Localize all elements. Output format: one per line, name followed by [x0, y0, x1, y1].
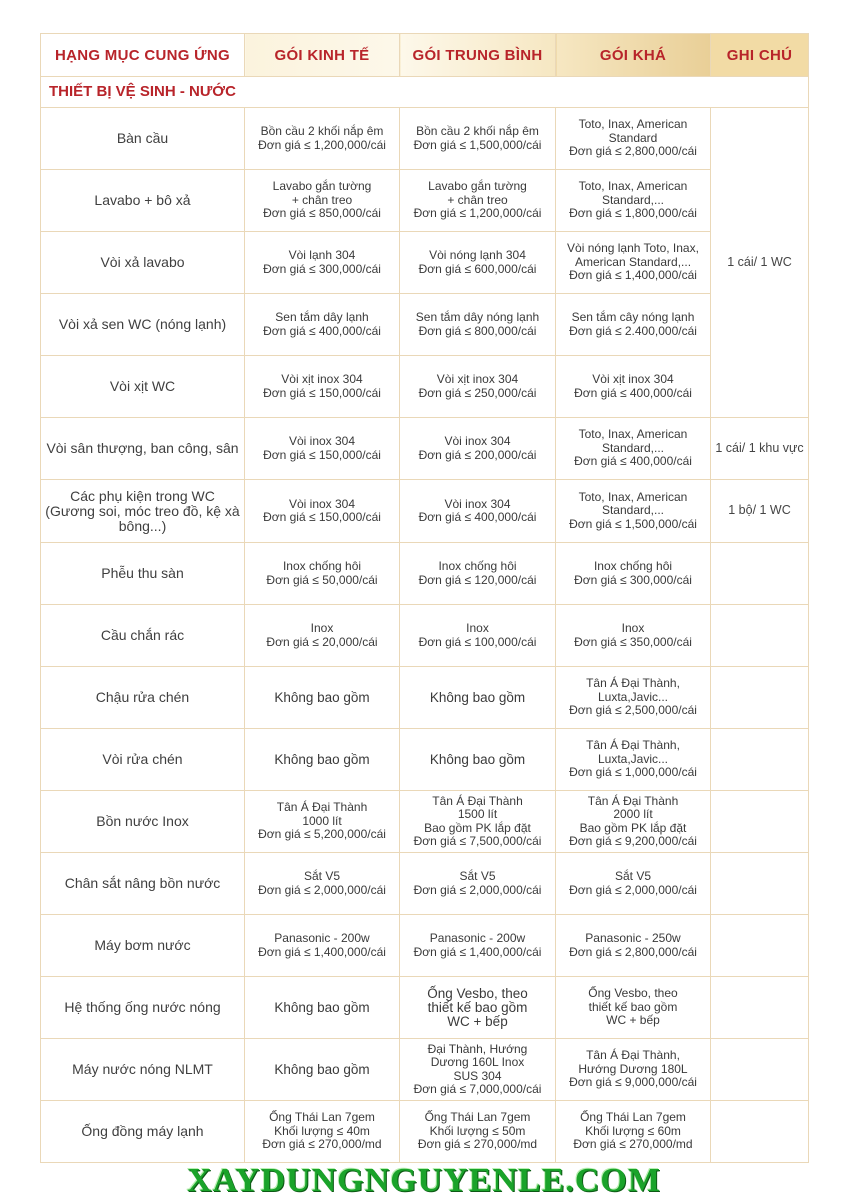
- spec-line: Toto, Inax, American: [578, 117, 688, 132]
- header-standard: GÓI TRUNG BÌNH: [400, 34, 556, 77]
- section-title: THIẾT BỊ VỆ SINH - NƯỚC: [41, 77, 809, 108]
- spec-line: Đại Thành, Hướng: [427, 1041, 528, 1056]
- section-row: [41, 77, 809, 108]
- premium-cell: [556, 543, 711, 605]
- spec-line: Khối lượng ≤ 50m: [429, 1123, 526, 1138]
- unit-price: Đơn giá ≤ 200,000/cái: [418, 447, 537, 462]
- economy-cell: [245, 1101, 400, 1163]
- spec-line: Vòi xịt inox 304: [436, 372, 519, 386]
- spec-line: Tân Á Đại Thành,: [586, 1048, 680, 1063]
- economy-cell: [245, 356, 400, 418]
- item-name: Ống đồng máy lạnh: [41, 1101, 245, 1163]
- unit-price: Đơn giá ≤ 1,000,000/cái: [569, 765, 697, 780]
- spec-line: Không bao gồm: [429, 751, 526, 767]
- spec-line: Không bao gồm: [429, 689, 526, 705]
- spec-line: Vòi xịt inox 304: [281, 372, 363, 386]
- economy-cell: [245, 791, 400, 853]
- unit-price: Đơn giá ≤ 150,000/cái: [263, 447, 381, 462]
- unit-price: Đơn giá ≤ 270,000/md: [417, 1137, 538, 1152]
- item-name: Máy nước nóng NLMT: [41, 1039, 245, 1101]
- standard-cell: [400, 605, 556, 667]
- unit-price: Đơn giá ≤ 400,000/cái: [574, 385, 692, 400]
- note-cell: 1 bộ/ 1 WC: [711, 480, 809, 543]
- economy-cell: [245, 543, 400, 605]
- economy-cell: [245, 977, 400, 1039]
- item-name: Cầu chắn rác: [41, 605, 245, 667]
- spec-line: Standard,...: [601, 503, 665, 518]
- standard-cell: [400, 1101, 556, 1163]
- item-name: Lavabo + bô xả: [41, 170, 245, 232]
- unit-price: Đơn giá ≤ 300,000/cái: [263, 261, 381, 276]
- spec-line: Không bao gồm: [274, 999, 370, 1015]
- spec-line: Ống Vesbo, theo: [588, 986, 678, 1001]
- note-cell-empty: [711, 605, 809, 667]
- standard-cell: [400, 170, 556, 232]
- item-name: Hệ thống ống nước nóng: [41, 977, 245, 1039]
- spec-line: thiết kế bao gồm: [427, 999, 528, 1015]
- spec-line: Inox chống hôi: [282, 559, 362, 573]
- unit-price: Đơn giá ≤ 400,000/cái: [418, 510, 537, 524]
- spec-line: Standard,...: [601, 440, 665, 455]
- item-name: Máy bơm nước: [41, 915, 245, 977]
- table-row: [41, 977, 809, 1039]
- table-row: [41, 667, 809, 729]
- unit-price: Đơn giá ≤ 100,000/cái: [418, 634, 537, 649]
- unit-price: Đơn giá ≤ 1,200,000/cái: [413, 206, 542, 221]
- economy-cell: [245, 1039, 400, 1101]
- note-cell-empty: [711, 977, 809, 1039]
- spec-line: WC + bếp: [447, 1013, 508, 1029]
- spec-line: Ống Thái Lan 7gem: [580, 1110, 686, 1125]
- unit-price: Đơn giá ≤ 7,500,000/cái: [413, 834, 542, 848]
- standard-cell: [400, 853, 556, 915]
- economy-cell: [245, 418, 400, 480]
- table-row: [41, 480, 809, 543]
- item-name: Vòi rửa chén: [41, 729, 245, 791]
- premium-cell: [556, 418, 711, 480]
- spec-line: SUS 304: [453, 1068, 502, 1083]
- item-name: Phễu thu sàn: [41, 543, 245, 605]
- table-row: [41, 356, 809, 418]
- item-name: Vòi xịt WC: [41, 356, 245, 418]
- standard-cell: [400, 977, 556, 1039]
- spec-line: Inox chống hôi: [438, 559, 517, 573]
- standard-cell: [400, 480, 556, 543]
- note-cell-empty: [711, 729, 809, 791]
- unit-price: Đơn giá ≤ 1,500,000/cái: [413, 137, 542, 152]
- unit-price: Đơn giá ≤ 2,500,000/cái: [569, 703, 697, 718]
- unit-price: Đơn giá ≤ 1,400,000/cái: [258, 944, 386, 959]
- table-row: [41, 853, 809, 915]
- spec-line: Sắt V5: [303, 869, 341, 883]
- economy-cell: [245, 170, 400, 232]
- spec-line: Ống Thái Lan 7gem: [424, 1110, 531, 1125]
- item-name: Vòi xả sen WC (nóng lạnh): [41, 294, 245, 356]
- unit-price: Đơn giá ≤ 50,000/cái: [266, 572, 378, 587]
- spec-line: Không bao gồm: [274, 751, 370, 767]
- spec-line: Luxta,Javic...: [597, 751, 669, 766]
- spec-line: Dương 160L Inox: [430, 1055, 525, 1069]
- note-cell-empty: [711, 1101, 809, 1163]
- standard-cell: [400, 543, 556, 605]
- spec-line: Bao gồm PK lắp đặt: [424, 820, 531, 835]
- premium-cell: [556, 605, 711, 667]
- unit-price: Đơn giá ≤ 850,000/cái: [263, 206, 381, 221]
- unit-price: Đơn giá ≤ 2,000,000/cái: [258, 882, 386, 897]
- note-cell-empty: [711, 667, 809, 729]
- premium-cell: [556, 480, 711, 543]
- spec-line: Vòi inox 304: [288, 434, 356, 448]
- spec-line: Panasonic - 250w: [585, 931, 681, 945]
- spec-line: 1000 lít: [302, 813, 342, 828]
- spec-line: Inox: [310, 621, 334, 635]
- spec-line: American Standard,...: [574, 254, 692, 269]
- spec-line: Vòi inox 304: [288, 496, 356, 511]
- standard-cell: [400, 667, 556, 729]
- header-economy: GÓI KINH TẾ: [245, 34, 400, 77]
- item-name: Bàn cầu: [41, 108, 245, 170]
- spec-line: Vòi inox 304: [444, 434, 511, 448]
- economy-cell: [245, 915, 400, 977]
- spec-line: Inox: [621, 621, 645, 635]
- spec-line: Khối lượng ≤ 40m: [274, 1123, 370, 1138]
- spec-line: Vòi lạnh 304: [288, 248, 356, 262]
- unit-price: Đơn giá ≤ 800,000/cái: [418, 323, 537, 338]
- premium-cell: [556, 294, 711, 356]
- unit-price: Đơn giá ≤ 5,200,000/cái: [258, 827, 386, 842]
- unit-price: Đơn giá ≤ 120,000/cái: [418, 572, 537, 587]
- unit-price: Đơn giá ≤ 2,000,000/cái: [569, 882, 697, 897]
- unit-price: Đơn giá ≤ 600,000/cái: [418, 261, 537, 276]
- premium-cell: [556, 915, 711, 977]
- spec-line: WC + bếp: [606, 1013, 660, 1028]
- unit-price: Đơn giá ≤ 250,000/cái: [418, 385, 537, 400]
- premium-cell: [556, 356, 711, 418]
- spec-line: Bao gồm PK lắp đặt: [579, 820, 687, 835]
- spec-line: thiết kế bao gồm: [588, 999, 678, 1014]
- spec-line: Vòi xịt inox 304: [592, 372, 674, 386]
- spec-line: Standard,...: [601, 192, 665, 207]
- premium-cell: [556, 1039, 711, 1101]
- spec-line: Không bao gồm: [274, 689, 370, 705]
- table-row: [41, 294, 809, 356]
- item-name: Vòi sân thượng, ban công, sân: [41, 418, 245, 480]
- spec-line: Bồn cầu 2 khối nắp êm: [416, 124, 539, 138]
- unit-price: Đơn giá ≤ 2,000,000/cái: [413, 882, 542, 897]
- unit-price: Đơn giá ≤ 350,000/cái: [574, 634, 692, 649]
- table-row: [41, 232, 809, 294]
- standard-cell: [400, 729, 556, 791]
- spec-line: + chân treo: [447, 192, 508, 207]
- spec-line: Tân Á Đại Thành,: [586, 738, 680, 753]
- unit-price: Đơn giá ≤ 2,800,000/cái: [569, 944, 697, 959]
- spec-line: 2000 lít: [613, 807, 653, 821]
- table-row: [41, 915, 809, 977]
- table-row: [41, 791, 809, 853]
- item-name: Vòi xả lavabo: [41, 232, 245, 294]
- unit-price: Đơn giá ≤ 2.400,000/cái: [569, 323, 697, 338]
- header-row: [41, 34, 809, 77]
- spec-line: Panasonic - 200w: [274, 931, 370, 945]
- economy-cell: [245, 480, 400, 543]
- spec-line: Sắt V5: [614, 869, 652, 883]
- price-table: [40, 33, 809, 1163]
- premium-cell: [556, 853, 711, 915]
- note-cell-empty: [711, 1039, 809, 1101]
- unit-price: Đơn giá ≤ 7,000,000/cái: [413, 1082, 542, 1096]
- spec-line: Vòi nóng lạnh Toto, Inax,: [567, 241, 699, 256]
- spec-line: Vòi nóng lạnh 304: [429, 248, 526, 262]
- spec-line: Ống Thái Lan 7gem: [269, 1110, 375, 1125]
- item-name: Các phụ kiện trong WC (Gương soi, móc treo đồ, kệ xà bông...): [41, 480, 245, 543]
- premium-cell: [556, 977, 711, 1039]
- unit-price: Đơn giá ≤ 270,000/md: [262, 1137, 382, 1152]
- unit-price: Đơn giá ≤ 150,000/cái: [263, 510, 381, 524]
- spec-line: Sắt V5: [459, 869, 496, 883]
- spec-line: Hướng Dương 180L: [578, 1061, 688, 1076]
- table-row: [41, 543, 809, 605]
- table-row: [41, 418, 809, 480]
- spec-line: Ống Vesbo, theo: [427, 985, 528, 1001]
- unit-price: Đơn giá ≤ 300,000/cái: [574, 572, 692, 587]
- premium-cell: [556, 791, 711, 853]
- spec-line: Toto, Inax, American: [578, 427, 688, 442]
- unit-price: Đơn giá ≤ 150,000/cái: [263, 385, 381, 400]
- spec-line: Toto, Inax, American: [578, 489, 688, 504]
- table-row: [41, 170, 809, 232]
- standard-cell: [400, 232, 556, 294]
- standard-cell: [400, 791, 556, 853]
- premium-cell: [556, 1101, 711, 1163]
- spec-line: Vòi inox 304: [444, 496, 511, 511]
- unit-price: Đơn giá ≤ 9,000,000/cái: [569, 1075, 697, 1090]
- note-cell: 1 cái/ 1 WC: [711, 108, 809, 418]
- item-name: Bồn nước Inox: [41, 791, 245, 853]
- economy-cell: [245, 108, 400, 170]
- standard-cell: [400, 915, 556, 977]
- economy-cell: [245, 729, 400, 791]
- spec-line: Không bao gồm: [274, 1061, 370, 1077]
- note-cell-empty: [711, 915, 809, 977]
- spec-line: Lavabo gắn tường: [272, 179, 372, 194]
- item-name: Chậu rửa chén: [41, 667, 245, 729]
- premium-cell: [556, 108, 711, 170]
- spec-line: Sen tắm dây lạnh: [275, 310, 369, 324]
- unit-price: Đơn giá ≤ 400,000/cái: [574, 454, 692, 469]
- unit-price: Đơn giá ≤ 2,800,000/cái: [569, 144, 697, 159]
- standard-cell: [400, 108, 556, 170]
- premium-cell: [556, 667, 711, 729]
- note-cell-empty: [711, 791, 809, 853]
- header-note: GHI CHÚ: [711, 34, 809, 77]
- note-cell: 1 cái/ 1 khu vực: [711, 418, 809, 480]
- spec-line: Lavabo gắn tường: [428, 179, 527, 194]
- spec-line: Tân Á Đại Thành,: [586, 676, 680, 691]
- economy-cell: [245, 667, 400, 729]
- standard-cell: [400, 294, 556, 356]
- spec-line: Toto, Inax, American: [578, 179, 688, 194]
- economy-cell: [245, 294, 400, 356]
- spec-line: Tân Á Đại Thành: [276, 800, 368, 815]
- table-row: [41, 605, 809, 667]
- unit-price: Đơn giá ≤ 20,000/cái: [266, 634, 378, 649]
- premium-cell: [556, 232, 711, 294]
- unit-price: Đơn giá ≤ 400,000/cái: [263, 323, 381, 338]
- spec-line: Luxta,Javic...: [597, 689, 669, 704]
- standard-cell: [400, 356, 556, 418]
- economy-cell: [245, 605, 400, 667]
- spec-line: Bồn cầu 2 khối nắp êm: [260, 124, 384, 138]
- table-row: [41, 108, 809, 170]
- premium-cell: [556, 170, 711, 232]
- spec-line: Inox chống hôi: [593, 559, 673, 573]
- spec-line: Sen tắm dây nóng lạnh: [415, 310, 540, 324]
- spec-line: 1500 lít: [457, 807, 498, 821]
- table-row: [41, 1039, 809, 1101]
- unit-price: Đơn giá ≤ 1,200,000/cái: [258, 137, 386, 152]
- spec-line: Tân Á Đại Thành: [432, 793, 523, 808]
- unit-price: Đơn giá ≤ 1,500,000/cái: [569, 516, 697, 531]
- unit-price: Đơn giá ≤ 1,400,000/cái: [569, 268, 697, 283]
- unit-price: Đơn giá ≤ 1,400,000/cái: [413, 944, 542, 959]
- premium-cell: [556, 729, 711, 791]
- unit-price: Đơn giá ≤ 1,800,000/cái: [569, 206, 697, 221]
- table-row: [41, 729, 809, 791]
- economy-cell: [245, 853, 400, 915]
- economy-cell: [245, 232, 400, 294]
- spec-line: Panasonic - 200w: [429, 931, 526, 945]
- spec-line: + chân treo: [291, 192, 353, 207]
- header-category: HẠNG MỤC CUNG ỨNG: [41, 34, 245, 77]
- spec-line: Khối lượng ≤ 60m: [585, 1123, 681, 1138]
- unit-price: Đơn giá ≤ 270,000/md: [573, 1137, 693, 1152]
- note-cell-empty: [711, 853, 809, 915]
- spec-line: Sen tắm cây nóng lạnh: [571, 310, 695, 324]
- header-premium: GÓI KHÁ: [556, 34, 711, 77]
- spec-line: Tân Á Đại Thành: [587, 793, 679, 808]
- unit-price: Đơn giá ≤ 9,200,000/cái: [569, 834, 697, 848]
- item-name: Chân sắt nâng bồn nước: [41, 853, 245, 915]
- standard-cell: [400, 1039, 556, 1101]
- note-cell-empty: [711, 543, 809, 605]
- site-watermark: XAYDUNGNGUYENLE.COM: [187, 1162, 661, 1199]
- table-row: [41, 1101, 809, 1163]
- spec-line: Inox: [466, 621, 489, 635]
- standard-cell: [400, 418, 556, 480]
- spec-line: Standard: [608, 130, 658, 145]
